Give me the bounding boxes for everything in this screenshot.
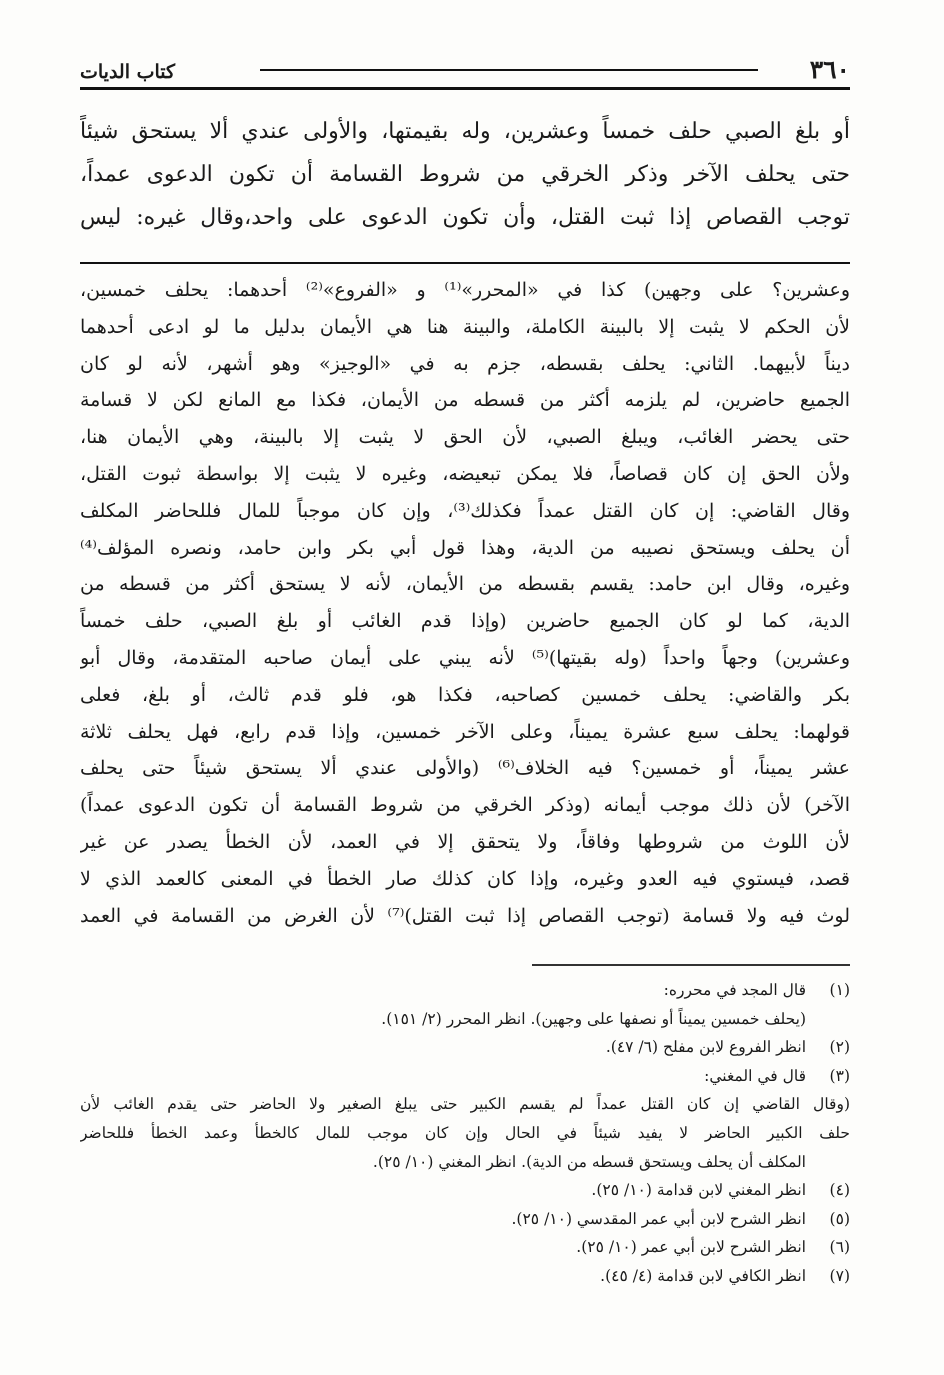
footnote <box>80 976 850 1005</box>
footnote <box>80 1033 850 1062</box>
footnote-text: قال في المغني: <box>704 1066 806 1085</box>
footnote-number: (٥) <box>829 1209 850 1228</box>
footnote-number: (٧) <box>829 1266 850 1285</box>
footnote-quote-line: حلف الكبير الحاضر لا يفيد شيئاً في الحال وإن كان موجب للمال كالخطأ وعمد الخطأ فللحاضر <box>80 1123 850 1142</box>
page-number: ٣٦٠ <box>809 55 850 84</box>
commentary-line: ديناً لأبيهما. الثاني: يحلف بقسطه، جزم به في «الوجيز» وهو أشهر، لأنه لو كان <box>80 352 850 375</box>
footnote <box>80 1262 850 1291</box>
footnotes <box>80 976 850 1291</box>
page-header <box>80 57 850 90</box>
footnote-text: انظر الشرح لابن أبي عمر المقدسي (١٠/ ٢٥). <box>511 1209 806 1228</box>
footnote-number: (٢) <box>829 1038 850 1057</box>
commentary-line: وقال القاضي: إن كان القتل عمداً فكذلك⁽³⁾، وإن كان موجباً للمال فللحاضر المكلف <box>80 499 850 522</box>
footnote <box>80 1176 850 1205</box>
main-line: أو بلغ الصبي حلف خمساً وعشرين، وله بقيمتها، والأولى عندي ألا يستحق شيئاً <box>80 119 850 144</box>
footnote-text: قال المجد في محرره: <box>663 981 806 999</box>
commentary-line: لأن اللوث من شروطها وفاقاً، ولا يتحقق إلا في العمد، لأن الخطأ يصدر عن غير <box>80 830 850 853</box>
commentary-line: أن يحلف ويستحق نصيبه من الدية، وهذا قول أبي بكر وابن حامد، ونصره المؤلف⁽⁴⁾ <box>80 536 850 559</box>
commentary-line: قصد، فيستوي فيه العدو وغيره، وإذا كان كذلك صار الخطأ في المعنى كالعمد الذي لا <box>80 867 850 890</box>
main-line: حتى يحلف الآخر وذكر الخرقي من شروط القسامة أن تكون الدعوى عمداً، <box>80 162 850 187</box>
footnote-separator <box>532 964 850 966</box>
commentary-line: الدية، كما لو كان الجميع حاضرين (وإذا قدم الغائب أو بلغ الصبي، حلف خمساً <box>80 610 850 633</box>
main-line: توجب القصاص إذا ثبت القتل، وأن تكون الدعوى على واحد،وقال غيره: ليس <box>80 205 850 230</box>
footnote-text: انظر الكافي لابن قدامة (٤/ ٤٥). <box>600 1266 806 1285</box>
footnote-text: انظر المغني لابن قدامة (١٠/ ٢٥). <box>591 1181 806 1200</box>
footnote-text: انظر الشرح لابن أبي عمر (١٠/ ٢٥). <box>576 1238 806 1257</box>
commentary-line: وغيره، وقال ابن حامد: يقسم بقسطه من الأيمان، لأنه لا يستحق أكثر من قسطه من <box>80 573 850 596</box>
header-rule <box>260 69 758 71</box>
footnote-quote-line: المكلف أن يحلف ويستحق قسطه من الدية). انظر المغني (١٠/ ٢٥). <box>372 1152 806 1171</box>
footnote-quote-line: (وقال القاضي إن كان القتل عمداً لم يقسم الكبير حتى يبلغ الصغير ولا الحاضر حتى يقدم الغائب لأن <box>80 1095 850 1114</box>
commentary-line: حتى يحضر الغائب، ويبلغ الصبي، لأن الحق لا يثبت إلا بالبينة، وهي الأيمان هنا، <box>80 426 850 449</box>
footnote-number: (١) <box>829 981 850 999</box>
footnote-number: (٤) <box>829 1181 850 1200</box>
footnote <box>80 1205 850 1234</box>
commentary-line: بكر والقاضي: يحلف خمسين كصاحبه، فكذا هو، فلو قدم ثالث، أو بلغ، فعلى <box>80 683 850 706</box>
running-title: كتاب الديات <box>80 61 176 83</box>
footnote-number: (٦) <box>829 1238 850 1257</box>
footnote-continuation: (يحلف خمسين يميناً أو نصفها على وجهين). انظر المحرر (٢/ ١٥١). <box>381 1009 806 1028</box>
commentary-line: لوث فيه ولا قسامة (توجب القصاص إذا ثبت القتل)⁽⁷⁾ لأن الغرض من القسامة في العمد <box>80 904 850 927</box>
main-text <box>80 110 850 239</box>
footnote-number: (٣) <box>829 1066 850 1085</box>
text-separator <box>80 262 850 264</box>
commentary-line: الآخر) لأن ذلك موجب أيمانه (وذكر الخرقي من شروط القسامة أن تكون الدعوى عمداً) <box>80 794 850 817</box>
footnote <box>80 1062 850 1091</box>
commentary-line: وعشرين؟ على وجهين) كذا في «المحرر»⁽¹⁾ و «الفروع»⁽²⁾ أحدهما: يحلف خمسين، <box>80 279 850 301</box>
commentary-line: عشر يميناً، أو خمسين؟ فيه الخلاف⁽⁶⁾ (والأولى عندي ألا يستحق شيئاً حتى يحلف <box>80 757 850 780</box>
commentary-line: قولهما: يحلف سبع عشرة يميناً، وعلى الآخر خمسين، وإذا قدم رابع، فهل يحلف ثلاثة <box>80 720 850 743</box>
commentary-line: وعشرين) وجهاً واحداً (وله بقيتها)⁽⁵⁾ لأنه يبني على أيمان صاحبه المتقدمة، وقال أبو <box>80 646 850 669</box>
commentary-line: لأن الحكم لا يثبت إلا بالبينة الكاملة، والبينة هنا هي الأيمان بدليل ما لو ادعى أحدهما <box>80 315 850 338</box>
footnote-text: انظر الفروع لابن مفلح (٦/ ٤٧). <box>605 1038 806 1057</box>
commentary-text <box>80 272 850 934</box>
commentary-line: الجميع حاضرين، لم يلزمه أكثر من قسطه من الأيمان، فكذا مع المانع لكن لا قسامة <box>80 389 850 412</box>
footnote <box>80 1233 850 1262</box>
commentary-line: ولأن الحق إن كان قصاصاً، فلا يمكن تبعيضه، وغيره لا يثبت إلا بواسطة ثبوت القتل، <box>80 462 850 485</box>
